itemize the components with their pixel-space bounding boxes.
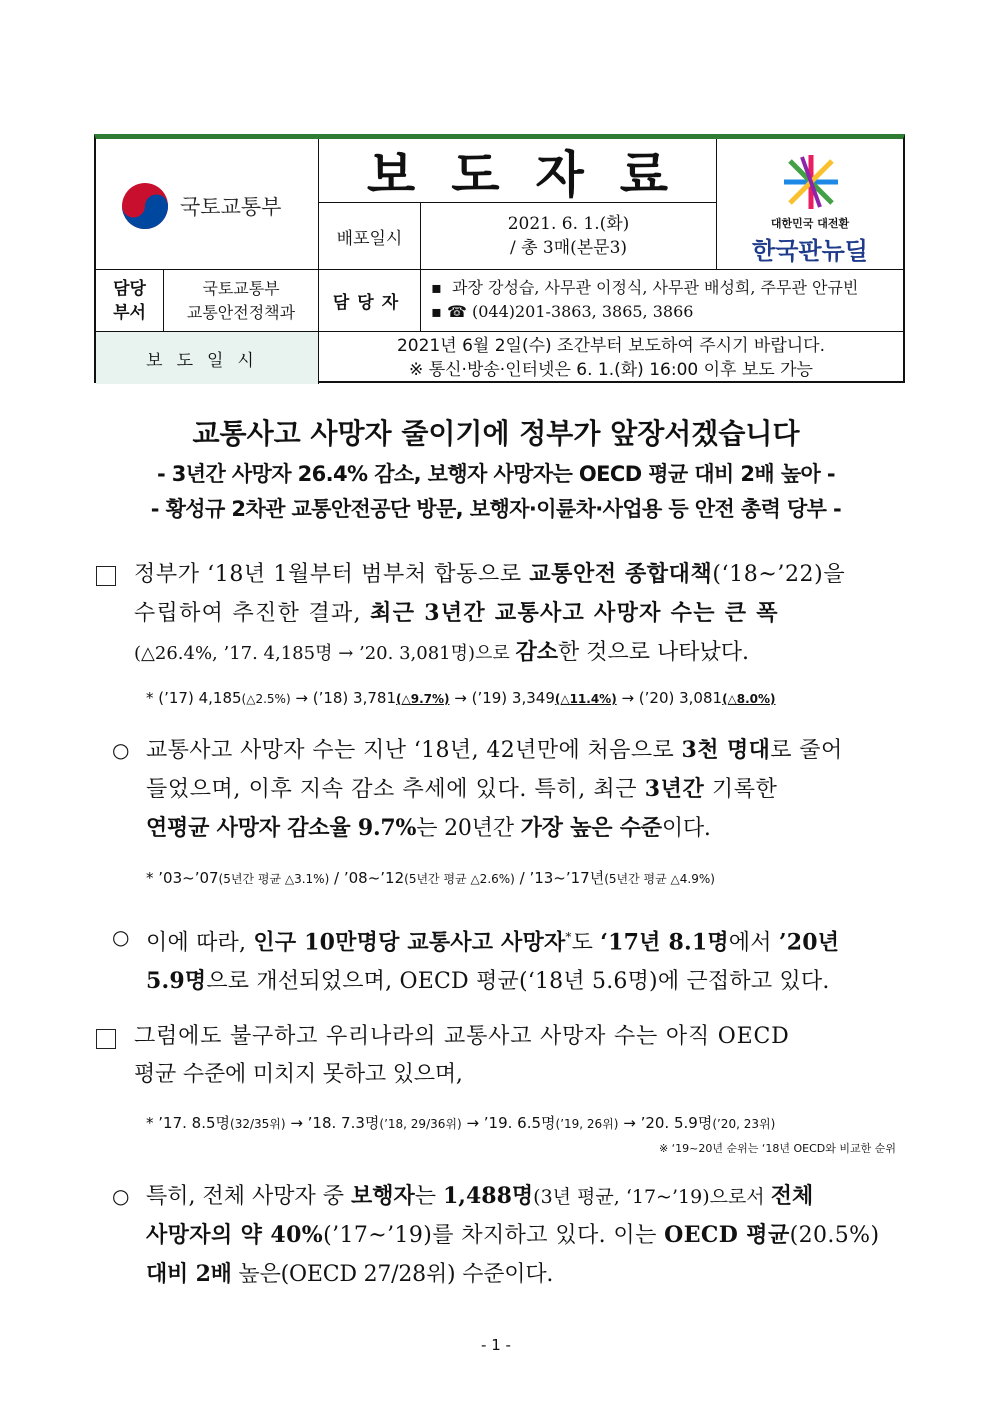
taegeuk-icon	[120, 181, 170, 231]
p2-line3: 연평균 사망자 감소율 9.7%는 20년간 가장 높은 수준이다.	[146, 815, 711, 841]
sub-headline-1: - 3년간 사망자 26.4% 감소, 보행자 사망자는 OECD 평균 대비 2배 높아 -	[156, 462, 836, 486]
contact-phone-row: ▪ ☎ (044)201-3863, 3865, 3866	[431, 302, 694, 321]
p2-line2: 들었으며, 이후 지속 감소 추세에 있다. 특히, 최근 3년간 기록한	[146, 776, 778, 802]
p4-line2: 평균 수준에 미치지 못하고 있으며,	[134, 1062, 463, 1087]
contact-people: 과장 강성습, 사무관 이정식, 사무관 배성희, 주무관 안규빈	[452, 278, 859, 297]
release-value	[319, 332, 903, 384]
paragraph-3	[146, 918, 904, 1001]
p1-line2: 수립하여 추진한 결과, 최근 3년간 교통사고 사망자 수는 큰 폭	[134, 600, 779, 626]
circle-bullet-icon: ○	[112, 925, 130, 949]
checkbox-bullet-icon	[96, 1029, 116, 1049]
distribution-date: 2021. 6. 1.(화)	[507, 214, 630, 234]
note-3: * ’17. 8.5명(32/35위) → ’18. 7.3명(’18, 29/36위) → ’19. 6.5명(’19, 26위) → ’20. 5.9명(’20, 23위)	[146, 1114, 776, 1132]
p5-line3: 대비 2배 높은(OECD 27/28위) 수준이다.	[146, 1261, 554, 1287]
distribution-value	[421, 203, 717, 270]
ministry-logo-cell	[96, 139, 319, 270]
new-deal-logo-icon	[782, 153, 840, 211]
p4-line1: 그럼에도 불구하고 우리나라의 교통사고 사망자 수는 아직 OECD	[134, 1024, 790, 1049]
paragraph-5	[146, 1177, 904, 1294]
p2-line1: 교통사고 사망자 수는 지난 ‘18년, 42년만에 처음으로 3천 명대로 줄어	[146, 737, 843, 763]
p5-line1: 특히, 전체 사망자 중 보행자는 1,488명(3년 평균, ‘17~’19)으로서 전체	[146, 1183, 814, 1209]
ministry-logo	[120, 181, 281, 231]
note-3-reference: ※ ‘19~20년 순위는 ‘18년 OECD와 비교한 순위	[658, 1142, 896, 1155]
contact-people-row: ▪ 과장 강성습, 사무관 이정식, 사무관 배성희, 주무관 안규빈	[431, 278, 859, 297]
contact-label: 담당자	[319, 270, 421, 332]
p1-line1: 정부가 ‘18년 1월부터 범부처 합동으로 교통안전 종합대책(‘18~’22)을	[134, 561, 846, 587]
contact-phone: (044)201-3863, 3865, 3866	[471, 302, 694, 321]
dept-label-line1: 담당	[113, 278, 146, 299]
phone-icon: ☎	[446, 302, 467, 321]
release-line1: 2021년 6월 2일(수) 조간부터 보도하여 주시기 바랍니다.	[396, 336, 825, 356]
note-2: * ’03~’07(5년간 평균 △3.1%) / ’08~’12(5년간 평균 △2.6%) / ’13~’17년(5년간 평균 △4.9%)	[146, 869, 715, 887]
p3-line2: 5.9명으로 개선되었으며, OECD 평균(‘18년 5.6명)에 근접하고 있다.	[146, 968, 830, 995]
distribution-pages: / 총 3매(본문3)	[509, 238, 628, 258]
dept-label	[96, 270, 164, 332]
note-1: * (’17) 4,185(△2.5%) → (’18) 3,781(△9.7%) → (’19) 3,349(△11.4%) → (’20) 3,081(△8.0%)	[146, 689, 776, 707]
checkbox-bullet-icon	[96, 566, 116, 586]
press-release-header	[94, 134, 905, 383]
circle-bullet-icon: ○	[112, 738, 130, 762]
p5-line2: 사망자의 약 40%(’17~’19)를 차지하고 있다. 이는 OECD 평균(20.5%)	[146, 1222, 880, 1248]
sub-headline-2: - 황성규 2차관 교통안전공단 방문, 보행자·이륜차·사업용 등 안전 총력 당부 -	[150, 497, 842, 521]
dept-value	[164, 270, 319, 332]
dept-label-line2: 부서	[113, 302, 146, 323]
release-label: 보도일시	[96, 332, 319, 384]
p1-line3: (△26.4%, ’17. 4,185명 → ’20. 3,081명)으로 감소한 것으로 나타났다.	[134, 639, 750, 665]
paragraph-1	[134, 555, 904, 673]
release-line2: ※ 통신·방송·인터넷은 6. 1.(화) 16:00 이후 보도 가능	[409, 360, 813, 380]
paragraph-4	[134, 1018, 904, 1094]
brand-slogan: 대한민국 대전환	[770, 217, 850, 230]
page-number: - 1 -	[481, 1336, 511, 1354]
p3-line1: 이에 따라, 인구 10만명당 교통사고 사망자*도 ‘17년 8.1명에서 ’20년	[146, 929, 840, 956]
brand-name: 한국판뉴딜	[752, 237, 868, 265]
paragraph-2	[146, 731, 904, 848]
main-headline: 교통사고 사망자 줄이기에 정부가 앞장서겠습니다	[192, 417, 800, 450]
circle-bullet-icon: ○	[112, 1184, 130, 1208]
dept-name-line2: 교통안전정책과	[186, 302, 296, 322]
dept-name-line1: 국토교통부	[202, 278, 280, 298]
ministry-name: 국토교통부	[180, 195, 282, 219]
press-release-title: 보도자료	[319, 139, 717, 203]
contact-value	[421, 270, 903, 332]
new-deal-logo-cell	[717, 139, 903, 270]
distribution-label: 배포일시	[319, 203, 421, 270]
